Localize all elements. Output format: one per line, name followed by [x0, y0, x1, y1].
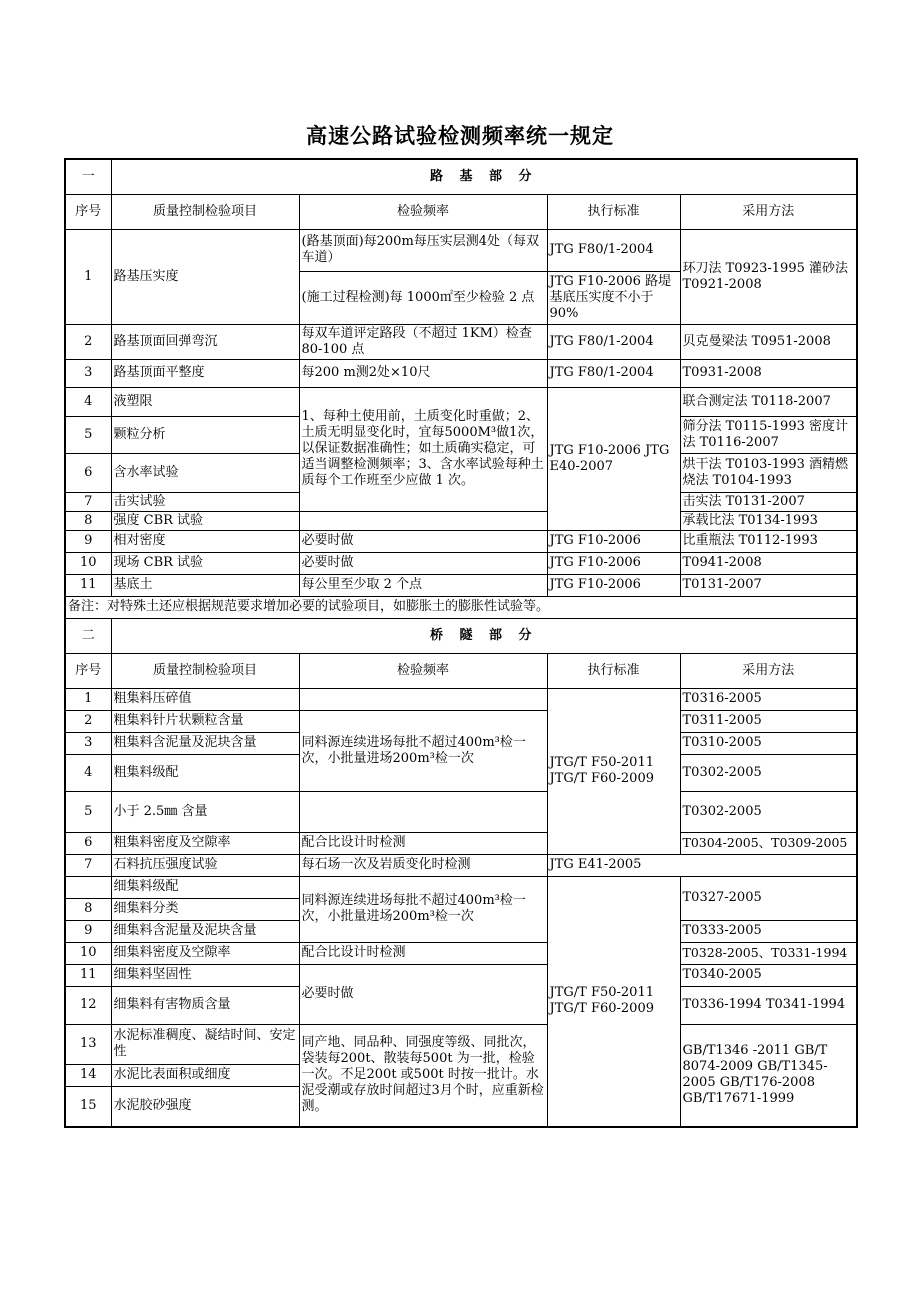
row-method: 筛分法 T0115-1993 密度计法 T0116-2007 — [680, 416, 857, 453]
row-seq: 10 — [65, 942, 111, 964]
table-row — [65, 1024, 857, 1064]
table-row — [65, 530, 857, 552]
row-frequency-empty — [299, 791, 547, 832]
row-seq: 6 — [65, 832, 111, 854]
row-item: 粗集料级配 — [111, 754, 299, 791]
row-item: 水泥标准稠度、凝结时间、安定性 — [111, 1024, 299, 1064]
row-seq: 4 — [65, 754, 111, 791]
header-method: 采用方法 — [680, 653, 857, 688]
section-header-row — [65, 159, 857, 194]
fine-aggregate-necessary: 必要时做 — [299, 964, 547, 1024]
row-item: 粗集料含泥量及泥块含量 — [111, 732, 299, 754]
row-item: 基底土 — [111, 574, 299, 596]
row-frequency: 配合比设计时检测 — [299, 942, 547, 964]
row-standard: JTG F80/1-2004 — [547, 324, 680, 359]
row-standard: JTG F10-2006 — [547, 530, 680, 552]
soil-test-standard: JTG F10-2006 JTG E40-2007 — [547, 387, 680, 530]
row-method: T0336-1994 T0341-1994 — [680, 986, 857, 1024]
row-method: T0333-2005 — [680, 920, 857, 942]
row-item: 细集料级配 — [111, 876, 299, 898]
row-item: 粗集料压碎值 — [111, 688, 299, 710]
row-item: 细集料含泥量及泥块含量 — [111, 920, 299, 942]
header-standard: 执行标准 — [547, 653, 680, 688]
cement-frequency: 同产地、同品种、同强度等级、同批次，袋装每200t、散装每500t 为一批，检验一次。不足200t 或500t 时按一批计。水泥受潮或存放时间超过3月个时，应重新检测。 — [299, 1024, 547, 1127]
row-seq: 1 — [65, 229, 111, 324]
row-item: 粗集料针片状颗粒含量 — [111, 710, 299, 732]
row-frequency: 必要时做 — [299, 530, 547, 552]
row-seq: 13 — [65, 1024, 111, 1064]
header-standard: 执行标准 — [547, 194, 680, 229]
row-standard: JTG F80/1-2004 — [547, 229, 680, 271]
table-row — [65, 964, 857, 986]
row-seq: 7 — [65, 492, 111, 511]
row-method: 贝克曼梁法 T0951-2008 — [680, 324, 857, 359]
cement-method: GB/T1346 -2011 GB/T 8074-2009 GB/T1345-2005 GB/T176-2008 GB/T17671-1999 — [680, 1024, 857, 1127]
row-seq: 10 — [65, 552, 111, 574]
row-frequency: 每石场一次及岩质变化时检测 — [299, 854, 547, 876]
row-method: T0316-2005 — [680, 688, 857, 710]
table-row — [65, 387, 857, 416]
row-standard: JTG F10-2006 — [547, 552, 680, 574]
soil-test-frequency: 1、每种土使用前，土质变化时重做；2、土质无明显变化时，宜每5000M³做1次，以保证数据准确性；如土质确实稳定，可适当调整检测频率；3、含水率试验每种土质每个工作班至少应做 1 次。 — [299, 387, 547, 511]
row-item: 细集料有害物质含量 — [111, 986, 299, 1024]
row-item: 路基压实度 — [111, 229, 299, 324]
row-seq: 1 — [65, 688, 111, 710]
row-seq: 2 — [65, 324, 111, 359]
header-method: 采用方法 — [680, 194, 857, 229]
header-seq: 序号 — [65, 194, 111, 229]
row-item: 相对密度 — [111, 530, 299, 552]
row-seq: 3 — [65, 732, 111, 754]
table-row — [65, 942, 857, 964]
header-item: 质量控制检验项目 — [111, 653, 299, 688]
row-seq: 5 — [65, 416, 111, 453]
row-frequency: (施工过程检测)每 1000㎡至少检验 2 点 — [299, 271, 547, 324]
row-seq: 8 — [65, 511, 111, 530]
section-number: 二 — [65, 618, 111, 653]
row-item: 水泥比表面积或细度 — [111, 1064, 299, 1086]
row-standard: JTG F10-2006 路堤基底压实度不小于 90% — [547, 271, 680, 324]
section-note: 备注：对特殊土还应根据规范要求增加必要的试验项目，如膨胀土的膨胀性试验等。 — [65, 596, 857, 618]
table-row — [65, 832, 857, 854]
row-standard: JTG F80/1-2004 — [547, 359, 680, 387]
row-seq: 4 — [65, 387, 111, 416]
row-item: 路基顶面回弹弯沉 — [111, 324, 299, 359]
fine-aggregate-standard: JTG/T F50-2011 JTG/T F60-2009 — [547, 876, 680, 1127]
row-frequency: 必要时做 — [299, 552, 547, 574]
section-title: 路 基 部 分 — [111, 159, 857, 194]
row-seq: 12 — [65, 986, 111, 1024]
row-item: 细集料分类 — [111, 898, 299, 920]
row-seq: 11 — [65, 964, 111, 986]
coarse-aggregate-frequency: 同料源连续进场每批不超过400m³检一次，小批量进场200m³检一次 — [299, 710, 547, 791]
row-seq: 7 — [65, 854, 111, 876]
table-row — [65, 854, 857, 876]
inspection-frequency-table — [64, 158, 858, 1128]
table-row — [65, 710, 857, 732]
section-header-row — [65, 618, 857, 653]
row-item: 细集料坚固性 — [111, 964, 299, 986]
row-seq: 6 — [65, 453, 111, 492]
column-header-row — [65, 653, 857, 688]
row-seq: 8 — [65, 898, 111, 920]
table-row — [65, 791, 857, 832]
table-row — [65, 688, 857, 710]
row-method: T0131-2007 — [680, 574, 857, 596]
row-frequency-empty — [299, 511, 547, 530]
row-item: 水泥胶砂强度 — [111, 1086, 299, 1127]
row-item: 小于 2.5㎜ 含量 — [111, 791, 299, 832]
row-method: 承载比法 T0134-1993 — [680, 511, 857, 530]
fine-aggregate-frequency: 同料源连续进场每批不超过400m³检一次，小批量进场200m³检一次 — [299, 876, 547, 942]
row-method: T0311-2005 — [680, 710, 857, 732]
header-item: 质量控制检验项目 — [111, 194, 299, 229]
row-seq: 9 — [65, 530, 111, 552]
section-title: 桥 隧 部 分 — [111, 618, 857, 653]
table-row — [65, 574, 857, 596]
fine-aggregate-grading-method: T0327-2005 — [680, 876, 857, 920]
row-method: T0328-2005、T0331-1994 — [680, 942, 857, 964]
row-item: 石料抗压强度试验 — [111, 854, 299, 876]
column-header-row — [65, 194, 857, 229]
row-item: 击实试验 — [111, 492, 299, 511]
row-method: T0302-2005 — [680, 754, 857, 791]
table-row — [65, 876, 857, 898]
row-item: 细集料密度及空隙率 — [111, 942, 299, 964]
table-row — [65, 324, 857, 359]
section-number: 一 — [65, 159, 111, 194]
row-standard: JTG F10-2006 — [547, 574, 680, 596]
row-item: 强度 CBR 试验 — [111, 511, 299, 530]
row-frequency: (路基顶面)每200m每压实层测4处（每双车道） — [299, 229, 547, 271]
row-method: 击实法 T0131-2007 — [680, 492, 857, 511]
row-method: T0302-2005 — [680, 791, 857, 832]
row-method: T0941-2008 — [680, 552, 857, 574]
row-item: 液塑限 — [111, 387, 299, 416]
table-row — [65, 511, 857, 530]
row-item: 路基顶面平整度 — [111, 359, 299, 387]
page-title: 高速公路试验检测频率统一规定 — [306, 124, 614, 148]
row-frequency-empty — [299, 688, 547, 710]
note-row — [65, 596, 857, 618]
row-item: 现场 CBR 试验 — [111, 552, 299, 574]
row-standard: JTG E41-2005 — [547, 854, 857, 876]
row-seq: 15 — [65, 1086, 111, 1127]
row-item: 颗粒分析 — [111, 416, 299, 453]
row-frequency: 每200 m测2处×10尺 — [299, 359, 547, 387]
row-method: 环刀法 T0923-1995 灌砂法 T0921-2008 — [680, 229, 857, 324]
header-seq: 序号 — [65, 653, 111, 688]
row-method: 比重瓶法 T0112-1993 — [680, 530, 857, 552]
row-seq: 11 — [65, 574, 111, 596]
header-frequency: 检验频率 — [299, 653, 547, 688]
row-item: 粗集料密度及空隙率 — [111, 832, 299, 854]
coarse-aggregate-standard: JTG/T F50-2011 JTG/T F60-2009 — [547, 688, 680, 854]
row-seq — [65, 876, 111, 898]
row-seq: 3 — [65, 359, 111, 387]
row-seq: 5 — [65, 791, 111, 832]
row-method: T0931-2008 — [680, 359, 857, 387]
table-row — [65, 229, 857, 271]
row-frequency: 每双车道评定路段（不超过 1KM）检查 80-100 点 — [299, 324, 547, 359]
row-item: 含水率试验 — [111, 453, 299, 492]
row-method: T0310-2005 — [680, 732, 857, 754]
row-seq: 2 — [65, 710, 111, 732]
row-method: T0340-2005 — [680, 964, 857, 986]
row-method: T0304-2005、T0309-2005 — [680, 832, 857, 854]
header-frequency: 检验频率 — [299, 194, 547, 229]
row-method: 烘干法 T0103-1993 酒精燃烧法 T0104-1993 — [680, 453, 857, 492]
table-row — [65, 359, 857, 387]
row-seq: 14 — [65, 1064, 111, 1086]
row-frequency: 每公里至少取 2 个点 — [299, 574, 547, 596]
row-method: 联合测定法 T0118-2007 — [680, 387, 857, 416]
row-seq: 9 — [65, 920, 111, 942]
table-row — [65, 552, 857, 574]
row-frequency: 配合比设计时检测 — [299, 832, 547, 854]
